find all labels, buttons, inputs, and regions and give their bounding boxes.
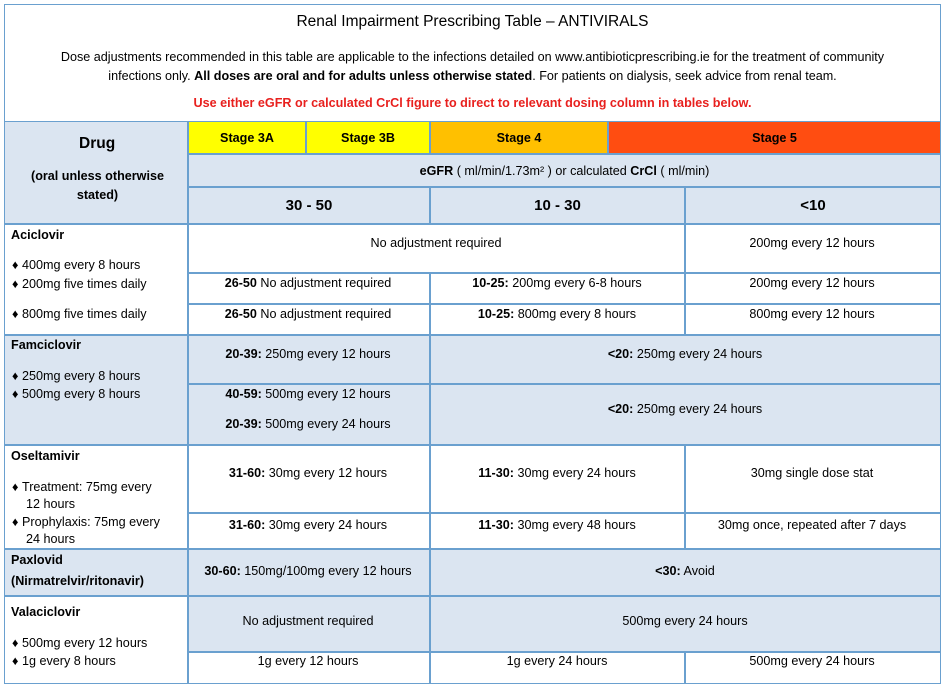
aciclovir-r3-stage3: 26-50 No adjustment required <box>224 307 392 321</box>
range-30-50-header: 30 - 50 <box>188 187 430 224</box>
oseltamivir-r2-stage3: 31-60: 30mg every 24 hours <box>228 518 388 532</box>
aciclovir-r2-stage3: 26-50 No adjustment required <box>224 276 392 290</box>
bullet-icon: ♦ <box>12 277 19 291</box>
document-header <box>5 5 940 123</box>
oseltamivir-r2-stage4: 11-30: 30mg every 48 hours <box>478 518 636 532</box>
famciclovir-r2-stage3a: 40-59: 500mg every 12 hours <box>225 387 391 401</box>
paxlovid-stage45: <30: Avoid <box>655 564 715 578</box>
oseltamivir-dose-1-cont: 12 hours <box>26 497 76 511</box>
aciclovir-r1-stage5: 200mg every 12 hours <box>749 236 875 250</box>
intro-paragraph <box>5 48 940 86</box>
page-title: Renal Impairment Prescribing Table – ANTIVIRALS <box>296 13 649 30</box>
oseltamivir-r1-stage5: 30mg single dose stat <box>750 466 874 480</box>
crcl-label: CrCl <box>630 163 657 178</box>
bullet-icon: ♦ <box>12 515 19 529</box>
aciclovir-dose-1: ♦ 400mg every 8 hours <box>12 258 141 272</box>
aciclovir-r2-stage4: 10-25: 200mg every 6-8 hours <box>472 276 642 290</box>
aciclovir-dose-2: ♦ 200mg five times daily <box>12 277 147 291</box>
stage-3a-header: Stage 3A <box>188 121 306 154</box>
bullet-icon: ♦ <box>12 307 19 321</box>
valaciclovir-r2-stage5: 500mg every 24 hours <box>749 654 875 668</box>
aciclovir-name: Aciclovir <box>11 228 65 242</box>
oseltamivir-r1-stage4: 11-30: 30mg every 24 hours <box>478 466 636 480</box>
valaciclovir-dose-2: ♦ 1g every 8 hours <box>12 654 116 668</box>
aciclovir-r1-stage34: No adjustment required <box>370 236 502 250</box>
egfr-label: eGFR <box>419 163 454 178</box>
bullet-icon: ♦ <box>12 654 19 668</box>
egfr-unit: ( ml/min/1.73m² ) or calculated <box>453 163 631 178</box>
famciclovir-dose-1: ♦ 250mg every 8 hours <box>12 369 141 383</box>
range-under-10-header: <10 <box>685 187 941 224</box>
paxlovid-name: Paxlovid <box>11 553 63 567</box>
famciclovir-r2-stage45: <20: 250mg every 24 hours <box>607 402 763 416</box>
valaciclovir-r1-stage3: No adjustment required <box>242 614 374 628</box>
intro-line-1: Dose adjustments recommended in this table are applicable to the infections detailed on www.antibioticprescribing.ie for the treatment of community <box>60 50 885 64</box>
oseltamivir-dose-2: ♦ Prophylaxis: 75mg every <box>12 515 160 529</box>
stage-3b-header: Stage 3B <box>306 121 430 154</box>
drug-header-label: Drug <box>79 135 116 152</box>
aciclovir-r3-stage4: 10-25: 800mg every 8 hours <box>477 307 637 321</box>
intro-line-2a: infections only. <box>108 69 195 83</box>
famciclovir-r1-stage45: <20: 250mg every 24 hours <box>607 347 763 361</box>
aciclovir-r3-stage5: 800mg every 12 hours <box>749 307 875 321</box>
valaciclovir-r2-stage3: 1g every 12 hours <box>257 654 359 668</box>
range-10-30-header: 10 - 30 <box>430 187 685 224</box>
famciclovir-r1-stage3: 20-39: 250mg every 12 hours <box>225 347 391 361</box>
famciclovir-name: Famciclovir <box>11 338 81 352</box>
oseltamivir-dose-2-cont: 24 hours <box>26 532 76 546</box>
aciclovir-dose-3: ♦ 800mg five times daily <box>12 307 147 321</box>
intro-line-2b: . For patients on dialysis, seek advice from renal team. <box>532 69 837 83</box>
oseltamivir-name: Oseltamivir <box>11 449 80 463</box>
stage-5-header: Stage 5 <box>608 121 941 154</box>
aciclovir-r2-stage5: 200mg every 12 hours <box>749 276 875 290</box>
intro-line-2-bold: All doses are oral and for adults unless otherwise stated <box>194 69 533 83</box>
egfr-header <box>188 154 941 187</box>
drug-header-note: (oral unless otherwise stated) <box>31 169 164 202</box>
warning-text: Use either eGFR or calculated CrCl figure to direct to relevant dosing column in tables below. <box>193 96 752 110</box>
valaciclovir-name: Valaciclovir <box>11 605 81 619</box>
bullet-icon: ♦ <box>12 369 19 383</box>
bullet-icon: ♦ <box>12 480 19 494</box>
oseltamivir-dose-1: ♦ Treatment: 75mg every <box>12 480 152 494</box>
crcl-unit: ( ml/min) <box>656 163 710 178</box>
bullet-icon: ♦ <box>12 387 19 401</box>
paxlovid-subname: (Nirmatrelvir/ritonavir) <box>11 574 144 588</box>
bullet-icon: ♦ <box>12 636 19 650</box>
oseltamivir-r1-stage3: 31-60: 30mg every 12 hours <box>228 466 388 480</box>
stage-4-header: Stage 4 <box>430 121 608 154</box>
paxlovid-stage3: 30-60: 150mg/100mg every 12 hours <box>204 564 412 578</box>
valaciclovir-r2-stage4: 1g every 24 hours <box>506 654 608 668</box>
valaciclovir-dose-1: ♦ 500mg every 12 hours <box>12 636 148 650</box>
oseltamivir-r2-stage5: 30mg once, repeated after 7 days <box>717 518 907 532</box>
famciclovir-r2-stage3b: 20-39: 500mg every 24 hours <box>225 417 391 431</box>
valaciclovir-r1-stage45: 500mg every 24 hours <box>622 614 748 628</box>
bullet-icon: ♦ <box>12 258 19 272</box>
famciclovir-dose-2: ♦ 500mg every 8 hours <box>12 387 141 401</box>
